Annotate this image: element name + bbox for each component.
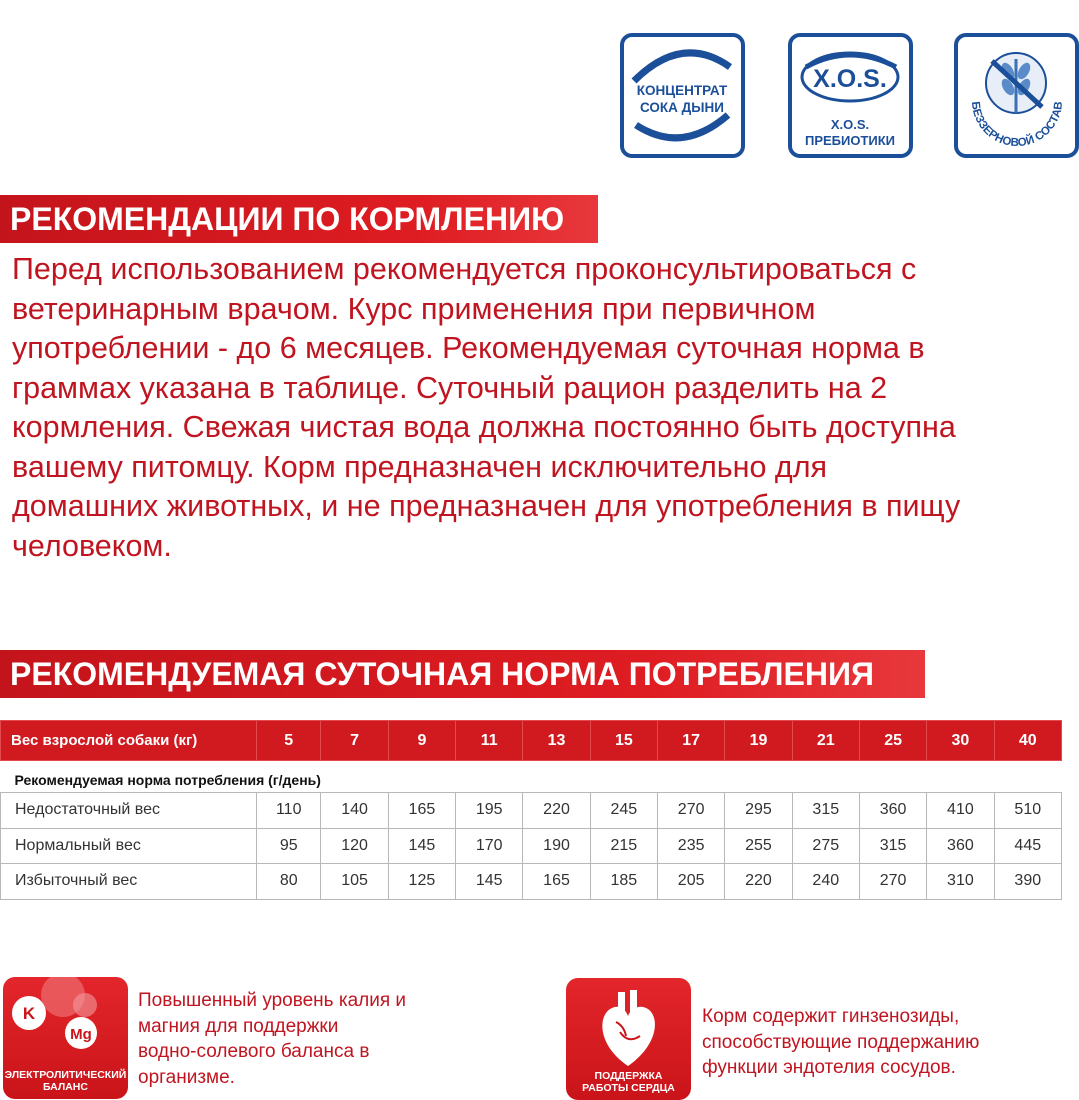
weight-header-cell: 13 xyxy=(523,721,590,761)
table-row xyxy=(1,793,1062,829)
table-cell: 220 xyxy=(523,793,590,829)
table-cell: 145 xyxy=(456,864,523,900)
caption-line: ПОДДЕРЖКА xyxy=(594,1070,663,1082)
magnesium-letter: Mg xyxy=(70,1026,92,1043)
weight-header-cell: 30 xyxy=(927,721,994,761)
table-cell: 95 xyxy=(257,828,321,864)
feature-line: Корм содержит гинзенозиды, xyxy=(702,1006,960,1027)
table-cell: 145 xyxy=(388,828,455,864)
weight-header-label: Вес взрослой собаки (кг) xyxy=(1,721,257,761)
norm-title: РЕКОМЕНДУЕМАЯ СУТОЧНАЯ НОРМА ПОТРЕБЛЕНИЯ xyxy=(0,650,925,698)
norm-table xyxy=(0,720,1062,900)
table-cell: 310 xyxy=(927,864,994,900)
row-label: Недостаточный вес xyxy=(1,793,257,829)
feature-line: организме. xyxy=(138,1066,235,1088)
badge-row xyxy=(620,33,1079,158)
table-cell: 410 xyxy=(927,793,994,829)
table-cell: 120 xyxy=(321,828,388,864)
feature-caption xyxy=(566,1070,691,1094)
feeding-line: домашних животных, и не предназначен для употребления в пищу xyxy=(12,489,961,523)
feeding-line: Перед использованием рекомендуется проконсультироваться с xyxy=(12,252,917,286)
table-cell: 360 xyxy=(927,828,994,864)
table-cell: 245 xyxy=(590,793,657,829)
table-cell: 275 xyxy=(792,828,859,864)
badge-line: X.O.S. xyxy=(830,117,870,132)
table-cell: 195 xyxy=(456,793,523,829)
melon-juice-badge-icon xyxy=(620,33,745,158)
caption-line: ЭЛЕКТРОЛИТИЧЕСКИЙ xyxy=(4,1069,127,1081)
feature-text xyxy=(138,988,406,1090)
feeding-line: вашему питомцу. Корм предназначен исключительно для xyxy=(12,449,828,484)
table-cell: 140 xyxy=(321,793,388,829)
table-cell: 80 xyxy=(257,864,321,900)
table-cell: 315 xyxy=(859,828,926,864)
table-cell: 315 xyxy=(792,793,859,829)
table-cell: 255 xyxy=(725,828,792,864)
weight-header-cell: 25 xyxy=(859,721,926,761)
table-cell: 215 xyxy=(590,828,657,864)
weight-header-cell: 17 xyxy=(658,721,725,761)
badge-line: СОКА ДЫНИ xyxy=(640,100,724,115)
table-subheader-row xyxy=(1,761,1062,793)
feeding-line: ветеринарным врачом. Курс применения при первичном xyxy=(12,291,816,326)
potassium-letter: K xyxy=(22,1004,36,1023)
badge-line: ПРЕБИОТИКИ xyxy=(804,133,896,148)
feature-caption xyxy=(3,1069,128,1093)
table-cell: 205 xyxy=(658,864,725,900)
feature-line: водно-солевого баланса в xyxy=(138,1041,370,1062)
table-cell: 165 xyxy=(523,864,590,900)
table-cell: 235 xyxy=(658,828,725,864)
table-cell: 445 xyxy=(994,828,1061,864)
row-label: Нормальный вес xyxy=(1,828,257,864)
weight-header-cell: 19 xyxy=(725,721,792,761)
caption-line: РАБОТЫ СЕРДЦА xyxy=(582,1082,675,1094)
table-header-row xyxy=(1,721,1062,761)
weight-header-cell: 21 xyxy=(792,721,859,761)
table-cell: 170 xyxy=(456,828,523,864)
feeding-line: кормления. Свежая чистая вода должна постоянно быть доступна xyxy=(12,410,956,444)
table-cell: 165 xyxy=(388,793,455,829)
feature-line: способствующие поддержанию xyxy=(702,1031,980,1053)
feeding-title: РЕКОМЕНДАЦИИ ПО КОРМЛЕНИЮ xyxy=(0,195,598,243)
table-cell: 270 xyxy=(859,864,926,900)
electrolyte-balance-icon xyxy=(3,977,128,1099)
table-cell: 190 xyxy=(523,828,590,864)
table-cell: 270 xyxy=(658,793,725,829)
table-subheader: Рекомендуемая норма потребления (г/день) xyxy=(14,771,321,788)
weight-header-cell: 9 xyxy=(388,721,455,761)
grain-free-badge-icon xyxy=(954,33,1079,158)
badge-line: КОНЦЕНТРАТ xyxy=(636,83,728,98)
weight-header-cell: 11 xyxy=(456,721,523,761)
weight-header-cell: 5 xyxy=(257,721,321,761)
table-cell: 390 xyxy=(994,864,1061,900)
table-cell: 295 xyxy=(725,793,792,829)
table-cell: 360 xyxy=(859,793,926,829)
table-cell: 185 xyxy=(590,864,657,900)
table-row xyxy=(1,828,1062,864)
table-cell: 240 xyxy=(792,864,859,900)
feeding-text xyxy=(12,250,1072,566)
feature-line: Повышенный уровень калия и xyxy=(138,990,407,1011)
badge-big-text: X.O.S. xyxy=(813,65,887,93)
feature-text xyxy=(702,1004,979,1081)
feeding-line: граммах указана в таблице. Суточный рацион разделить на 2 xyxy=(12,370,888,405)
weight-header-cell: 15 xyxy=(590,721,657,761)
feature-line: магния для поддержки xyxy=(138,1015,339,1037)
feature-line: функции эндотелия сосудов. xyxy=(702,1057,956,1078)
table-cell: 220 xyxy=(725,864,792,900)
xos-prebiotic-badge-icon xyxy=(788,33,913,158)
table-cell: 510 xyxy=(994,793,1061,829)
feeding-line: употреблении - до 6 месяцев. Рекомендуемая суточная норма в xyxy=(12,331,925,365)
feeding-line: человеком. xyxy=(12,528,172,563)
weight-header-cell: 7 xyxy=(321,721,388,761)
table-cell: 110 xyxy=(257,793,321,829)
caption-line: БАЛАНС xyxy=(43,1081,88,1093)
row-label: Избыточный вес xyxy=(1,864,257,900)
table-cell: 125 xyxy=(388,864,455,900)
weight-header-cell: 40 xyxy=(994,721,1061,761)
table-row xyxy=(1,864,1062,900)
table-cell: 105 xyxy=(321,864,388,900)
badge-arc-text: БЕЗЗЕРНОВОЙ СОСТАВ xyxy=(968,100,1066,150)
heart-support-icon xyxy=(566,978,691,1100)
